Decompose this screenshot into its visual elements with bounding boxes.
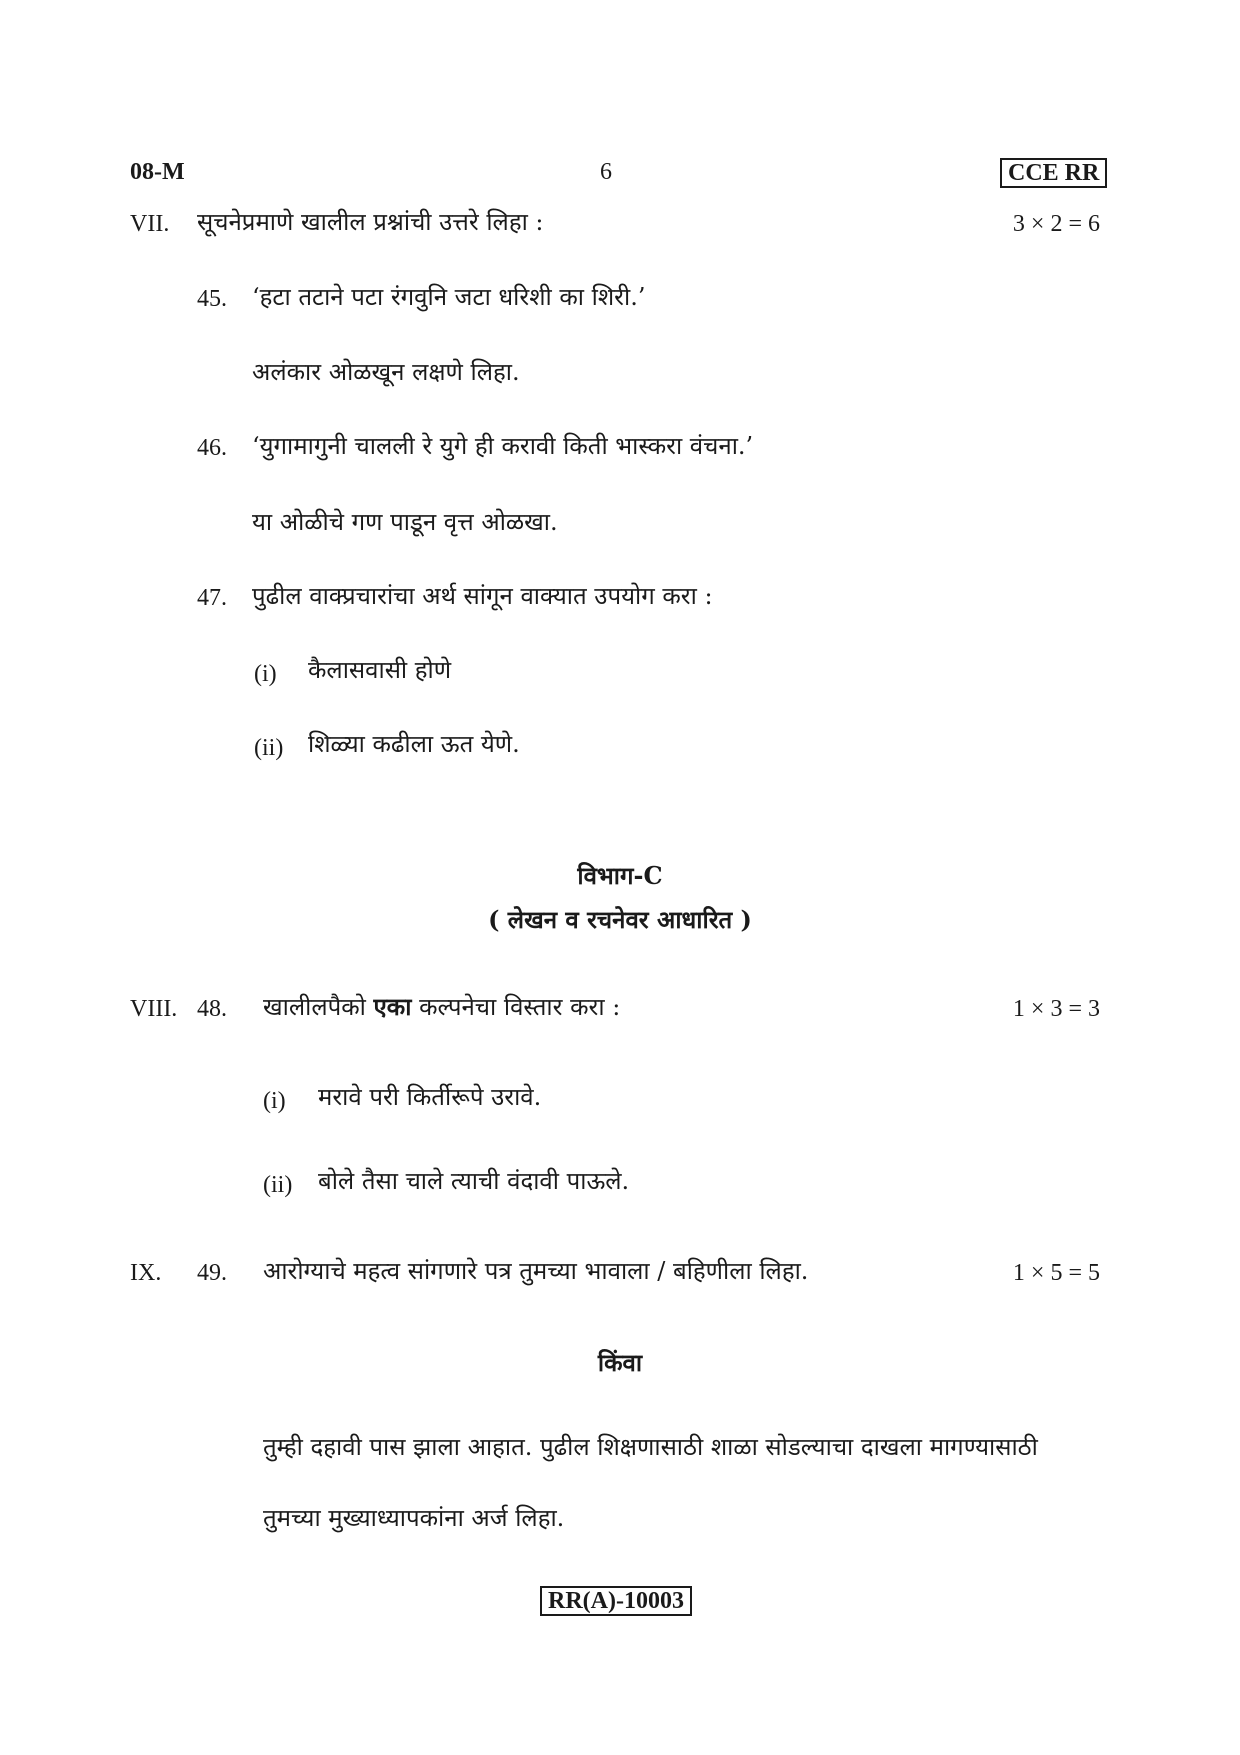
paper-code: 08-M xyxy=(130,159,185,185)
q49-alternative-line1: तुम्ही दहावी पास झाला आहात. पुढील शिक्षणासाठी शाळा सोडल्याचा दाखला मागण्यासाठी xyxy=(263,1433,1038,1461)
section-c-subtitle: ( लेखन व रचनेवर आधारित ) xyxy=(488,905,752,934)
q48-instruction-post: कल्पनेचा विस्तार करा : xyxy=(419,993,621,1021)
or-separator: किंवा xyxy=(597,1348,643,1377)
q45-line1: ‘हटा तटाने पटा रंगवुनि जटा धरिशी का शिरी.’ xyxy=(252,283,646,311)
cce-rr-box: CCE RR xyxy=(1000,158,1107,188)
q46-line2: या ओळीचे गण पाडून वृत्त ओळखा. xyxy=(252,508,558,536)
q45-number: 45. xyxy=(197,286,227,312)
q48-item-text: बोले तैसा चाले त्याची वंदावी पाऊले. xyxy=(318,1167,630,1195)
q48-item-label: (i) xyxy=(263,1088,286,1114)
q47-item-text: शिळ्या कढीला ऊत येणे. xyxy=(308,730,520,758)
q47-line1: पुढील वाक्प्रचारांचा अर्थ सांगून वाक्यात उपयोग करा : xyxy=(252,582,713,610)
q45-line2: अलंकार ओळखून लक्षणे लिहा. xyxy=(252,358,520,386)
q48-instruction-emphasis: एका xyxy=(373,992,412,1021)
q48-instruction xyxy=(263,991,620,1023)
q47-number: 47. xyxy=(197,585,227,611)
section-c-title: विभाग-C xyxy=(577,861,663,890)
q46-line1: ‘युगामागुनी चालली रे युगे ही करावी किती भास्करा वंचना.’ xyxy=(252,432,754,460)
q49-question: आरोग्याचे महत्व सांगणारे पत्र तुमच्या भावाला / बहिणीला लिहा. xyxy=(263,1257,809,1285)
section-ix-marks: 1 × 5 = 5 xyxy=(1012,1260,1100,1286)
footer-code-box: RR(A)-10003 xyxy=(540,1586,692,1616)
q47-item-label: (i) xyxy=(254,661,277,687)
q47-item-text: कैलासवासी होणे xyxy=(308,656,452,684)
section-ix-roman: IX. xyxy=(130,1260,162,1286)
q46-number: 46. xyxy=(197,435,227,461)
q48-instruction-pre: खालीलपैको xyxy=(263,993,366,1021)
q49-number: 49. xyxy=(197,1260,227,1286)
q49-alternative-line2: तुमच्या मुख्याध्यापकांना अर्ज लिहा. xyxy=(263,1504,565,1532)
q47-item-label: (ii) xyxy=(254,735,284,761)
q48-number: 48. xyxy=(197,996,227,1022)
q48-item-label: (ii) xyxy=(263,1172,293,1198)
q48-item-text: मरावे परी किर्तीरूपे उरावे. xyxy=(318,1083,542,1111)
section-vii-roman: VII. xyxy=(130,211,170,237)
section-viii-roman: VIII. xyxy=(130,996,178,1022)
section-viii-marks: 1 × 3 = 3 xyxy=(1012,996,1100,1022)
section-vii-marks: 3 × 2 = 6 xyxy=(1012,211,1100,237)
section-vii-instruction: सूचनेप्रमाणे खालील प्रश्नांची उत्तरे लिहा : xyxy=(197,208,544,236)
page-number: 6 xyxy=(600,159,612,185)
